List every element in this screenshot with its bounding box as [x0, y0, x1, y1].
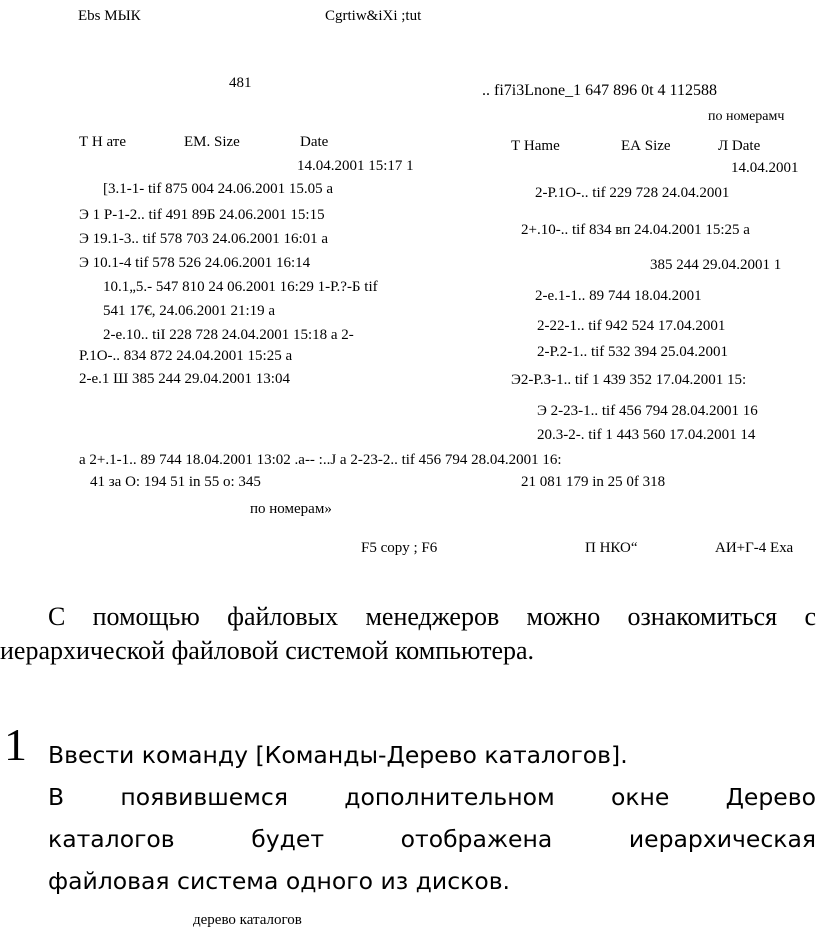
- file-row[interactable]: а 2+.1-1.. 89 744 18.04.2001 13:02 .а-- :..J а 2-23-2.. tif 456 794 28.04.2001 16:: [79, 452, 562, 468]
- file-row[interactable]: Э 1 Р-1-2.. tif 491 89Б 24.06.2001 15:15: [79, 207, 325, 223]
- left-column-name[interactable]: Т Н ате: [79, 134, 126, 150]
- left-panel-summary: 41 за О: 194 51 in 55 о: 345: [90, 474, 261, 490]
- file-row[interactable]: 20.3-2-. tif 1 443 560 17.04.2001 14: [537, 427, 756, 443]
- file-row[interactable]: 2-22-1.. tif 942 524 17.04.2001: [537, 318, 726, 334]
- step-instruction: Ввести команду [Команды-Дерево каталогов].: [48, 741, 628, 769]
- right-sort-label: по номерамч: [708, 109, 785, 124]
- right-panel-path: .. fi7i3Lnone_1 647 896 0t 4 112588: [482, 82, 717, 99]
- file-row[interactable]: 385 244 29.04.2001 1: [650, 257, 782, 273]
- step-number: 1: [4, 719, 27, 770]
- file-row[interactable]: 2-е.10.. tiI 228 728 24.04.2001 15:18 а 2-: [103, 327, 354, 343]
- file-row[interactable]: Э 10.1-4 tif 578 526 24.06.2001 16:14: [79, 255, 311, 271]
- right-column-date[interactable]: Л Date: [718, 138, 761, 154]
- file-row[interactable]: 14.04.2001: [731, 160, 799, 176]
- left-sort-label: по номерам»: [250, 501, 332, 517]
- figure-caption: дерево каталогов: [193, 912, 302, 928]
- left-panel-label: 481: [229, 75, 252, 91]
- window-title-left: Ebs МЫК: [78, 8, 141, 24]
- file-row[interactable]: 2+.10-.. tif 834 вп 24.04.2001 15:25 а: [521, 222, 750, 238]
- file-row[interactable]: Р.1О-.. 834 872 24.04.2001 15:25 а: [79, 348, 293, 364]
- file-row[interactable]: Э 19.1-3.. tif 578 703 24.06.2001 16:01 а: [79, 231, 329, 247]
- file-row[interactable]: 14.04.2001 15:17 1: [297, 158, 414, 174]
- file-row[interactable]: 2-Р.2-1.. tif 532 394 25.04.2001: [537, 344, 729, 360]
- file-row[interactable]: Э2-Р.З-1.. tif 1 439 352 17.04.2001 15:: [511, 372, 747, 388]
- right-column-name[interactable]: Т Наmе: [511, 138, 560, 154]
- step-description-line: В появившемся дополнительном окне Дерево: [48, 783, 816, 811]
- step-description-line: файловая система одного из дисков.: [48, 867, 511, 895]
- file-row[interactable]: 2-е.1-1.. 89 744 18.04.2001: [535, 288, 702, 304]
- keybar-item[interactable]: П НКО“: [585, 540, 638, 556]
- left-column-date[interactable]: Date: [300, 134, 329, 150]
- step-description-line: каталогов будет отображена иерархическая: [48, 825, 816, 853]
- right-panel-summary: 21 081 179 in 25 0f 318: [521, 474, 666, 490]
- keybar-exit[interactable]: АИ+Г-4 Еха: [715, 540, 794, 556]
- file-row[interactable]: 2-Р.1О-.. tif 229 728 24.04.2001: [535, 185, 730, 201]
- file-row[interactable]: Э 2-23-1.. tif 456 794 28.04.2001 16: [537, 403, 758, 419]
- window-title-center: Cgrtiw&iXi ;tut: [325, 8, 422, 24]
- step-1: [48, 734, 816, 902]
- intro-paragraph: С помощью файловых менеджеров можно ознакомиться с иерархической файловой системой компьютера.: [0, 602, 816, 665]
- right-column-size[interactable]: ЕА Size: [621, 138, 671, 154]
- keybar-copy[interactable]: F5 copy ; F6: [361, 540, 438, 556]
- file-row[interactable]: 10.1„5.- 547 810 24 06.2001 16:29 1-Р.?-Б tif: [103, 279, 378, 295]
- file-row[interactable]: 2-е.1 Ш 385 244 29.04.2001 13:04: [79, 371, 290, 387]
- file-row[interactable]: [3.1-1- tif 875 004 24.06.2001 15.05 а: [103, 181, 333, 197]
- left-column-size[interactable]: ЕМ. Size: [184, 134, 240, 150]
- file-row[interactable]: 541 17€, 24.06.2001 21:19 а: [103, 303, 276, 319]
